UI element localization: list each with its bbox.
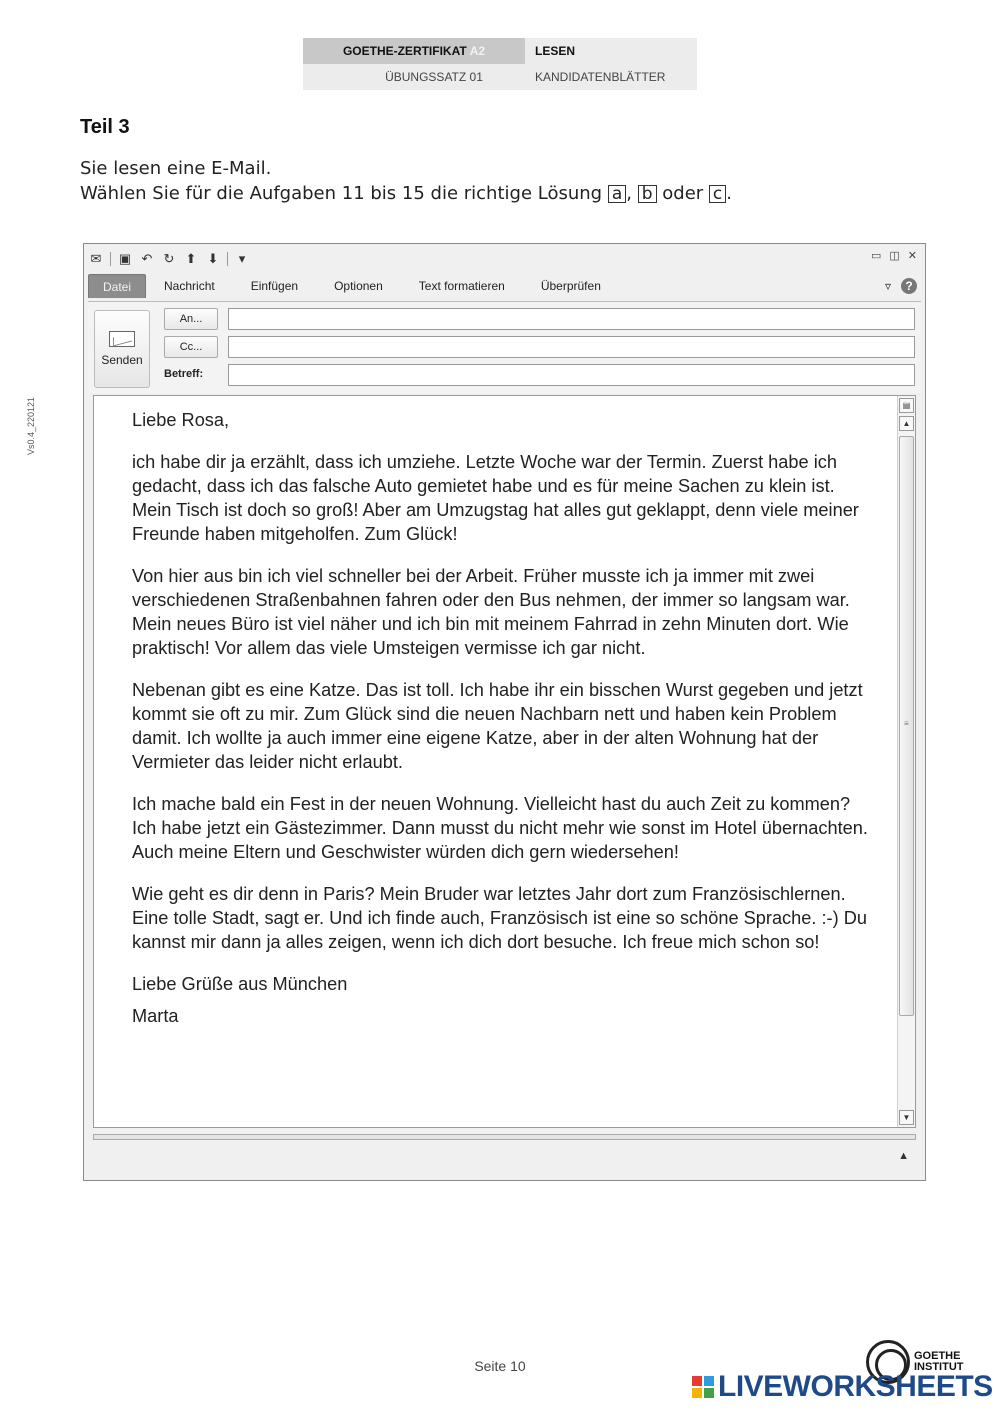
- tab-datei[interactable]: Datei: [88, 274, 146, 298]
- option-b-box: b: [638, 185, 657, 203]
- cert-title: GOETHE-ZERTIFIKAT A2: [303, 38, 525, 64]
- paragraph-3: Nebenan gibt es eine Katze. Das ist toll. Ich habe ihr ein bisschen Wurst gegeben und jetzt kommt sie oft zu mir. Zum Glück sind die neuen Nachbarn nett und haben kein Problem damit. Ich wollte ja auch immer eine eigene Katze, aber in der alten Wohnung hat der Vermieter das leider nicht erlaubt.: [132, 680, 863, 772]
- message-header-fields: [88, 301, 921, 393]
- instruction-line-2: Wählen Sie für die Aufgaben 11 bis 15 die richtige Lösung a , b oder c .: [80, 183, 732, 204]
- sheet-label: KANDIDATENBLÄTTER: [525, 64, 697, 90]
- paragraph-5: Wie geht es dir denn in Paris? Mein Bruder war letztes Jahr dort zum Französischlernen. Eine tolle Stadt, sagt er. Und ich finde auch, Französisch ist eine so schöne Sprache. :-) Du kannst mir dann ja alles zeigen, wenn ich dich dort besuche. Ich freue mich schon so!: [132, 884, 867, 952]
- down-arrow-icon[interactable]: ⬇: [207, 251, 219, 266]
- minimize-icon[interactable]: ▭: [870, 250, 882, 262]
- email-window: [83, 243, 926, 1181]
- scroll-down-icon[interactable]: ▼: [899, 1110, 914, 1125]
- cc-button[interactable]: Cc...: [164, 336, 218, 358]
- option-c-box: c: [709, 185, 726, 203]
- quick-access-toolbar: [88, 248, 250, 270]
- cert-level: A2: [469, 44, 486, 58]
- email-text: [132, 408, 872, 1046]
- greeting: Liebe Rosa,: [132, 410, 230, 430]
- scroll-up-icon[interactable]: ▲: [899, 416, 914, 431]
- tab-nachricht[interactable]: Nachricht: [164, 279, 215, 293]
- paragraph-2: Von hier aus bin ich viel schneller bei der Arbeit. Früher musste ich ja immer mit zwei verschiedenen Straßenbahnen fahren oder den Bus nehmen, der immer so langsam war. Mein neues Büro ist viel näher und ich bin mit meinem Fahrrad in zehn Minuten dort. Wie praktisch! Vor allem das viele Umsteigen vermisse ich gar nicht.: [132, 566, 850, 658]
- closing: Liebe Grüße aus München: [132, 974, 348, 994]
- app-icon[interactable]: ✉: [90, 251, 102, 266]
- horizontal-scrollbar[interactable]: [93, 1134, 916, 1140]
- save-icon[interactable]: ▣: [118, 251, 132, 266]
- paragraph-1: ich habe dir ja erzählt, dass ich umziehe. Letzte Woche war der Termin. Zuerst habe ich gedacht, dass ich das falsche Auto gemietet habe und es für meine Sachen zu klein ist. Mein Tisch ist doch so groß! Aber am Umzugstag hat alles gut geklappt, denn viele meiner Freunde haben mitgeholfen. Zum Glück!: [132, 452, 859, 544]
- header-table: [303, 38, 697, 90]
- tab-text-formatieren[interactable]: Text formatieren: [418, 279, 505, 293]
- tab-optionen[interactable]: Optionen: [334, 279, 383, 293]
- ruler-icon[interactable]: ▤: [899, 398, 914, 413]
- window-controls: [871, 249, 917, 262]
- liveworksheets-brand: [692, 1372, 993, 1402]
- tab-einfuegen[interactable]: Einfügen: [250, 279, 299, 293]
- task-instructions: [80, 156, 732, 206]
- maximize-icon[interactable]: ◫: [889, 250, 900, 262]
- option-a-box: a: [608, 185, 626, 203]
- message-body[interactable]: [93, 395, 916, 1128]
- scroll-thumb[interactable]: [899, 436, 914, 1016]
- subject-label: Betreff:: [164, 368, 204, 380]
- subject-field[interactable]: [228, 364, 915, 386]
- brand-tiles-icon: [692, 1376, 714, 1398]
- signature: Marta: [132, 1006, 179, 1026]
- tab-ueberpruefen[interactable]: Überprüfen: [540, 279, 601, 293]
- grip-icon: ≡: [904, 719, 909, 728]
- to-button[interactable]: An...: [164, 308, 218, 330]
- customize-toolbar-icon[interactable]: ▾: [238, 251, 246, 266]
- ribbon-tabs: [88, 274, 921, 298]
- task-title: Teil 3: [80, 116, 130, 138]
- help-icon[interactable]: ?: [901, 278, 917, 294]
- vertical-scrollbar[interactable]: [897, 396, 915, 1127]
- page-number: Seite 10: [474, 1358, 526, 1374]
- collapse-ribbon-icon[interactable]: ▿: [884, 279, 891, 293]
- redo-icon[interactable]: ↻: [163, 251, 175, 266]
- people-pane: [88, 1144, 921, 1176]
- paragraph-4: Ich mache bald ein Fest in der neuen Wohnung. Vielleicht hast du auch Zeit zu kommen? Ich habe jetzt ein Gästezimmer. Dann musst du nicht mehr wie sonst im Hotel übernachten. Auch meine Eltern und Geschwister würden dich gern wiedersehen!: [132, 794, 868, 862]
- section-label: LESEN: [525, 38, 697, 64]
- cc-field[interactable]: [228, 336, 915, 358]
- goethe-logo: GOETHE INSTITUT: [866, 1340, 964, 1384]
- set-label: ÜBUNGSSATZ 01: [303, 64, 525, 90]
- expand-pane-icon[interactable]: ▲: [898, 1150, 909, 1162]
- instruction-line-1: Sie lesen eine E-Mail.: [80, 158, 272, 179]
- up-arrow-icon[interactable]: ⬆: [185, 251, 197, 266]
- send-button[interactable]: Senden: [94, 310, 150, 388]
- close-icon[interactable]: ✕: [907, 250, 917, 262]
- envelope-icon: [109, 331, 135, 347]
- undo-icon[interactable]: ↶: [141, 251, 153, 266]
- to-field[interactable]: [228, 308, 915, 330]
- brand-wordmark: LIVEWORKSHEETS: [718, 1370, 993, 1403]
- version-label: Vs0.4_220121: [26, 396, 36, 455]
